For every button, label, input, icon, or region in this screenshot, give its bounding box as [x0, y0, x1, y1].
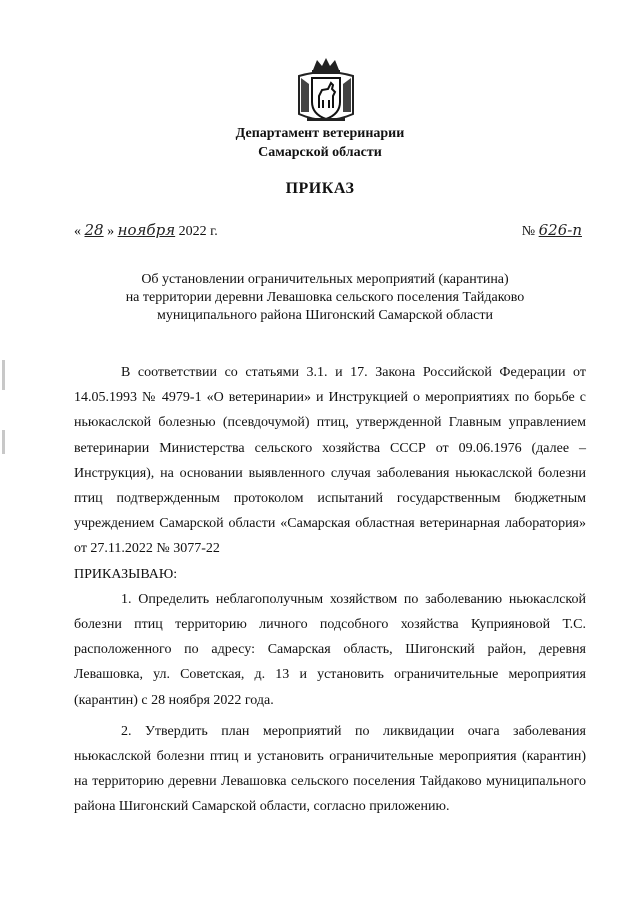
department-name-line1: Департамент ветеринарии: [235, 126, 405, 141]
document-number: [522, 221, 582, 240]
scan-edge-mark: [2, 360, 5, 390]
subject-line: муниципального района Шигонский Самарской области: [157, 308, 493, 323]
order-subject: [80, 271, 570, 325]
preamble-paragraph: В соответствии со статьями 3.1. и 17. Закона Российской Федерации от 14.05.1993 № 4979-1 «О ветеринарии» и Инструкцией о мероприятиях по борьбе с ньюкаслской болезнью (псевдочумой) птиц, утвержденной Главным управлением ветеринарии Министерства сельского хозяйства СССР от 09.06.1976 (далее – Инструкция), на основании выявленного случая заболевания ньюкаслской болезни птиц подтвержденным протоколом испытаний государственным бюджетным учреждением Самарской области «Самарская областная ветеринарная лаборатория» от 27.11.2022 № 3077-22: [74, 365, 586, 557]
subject-line: на территории деревни Левашовка сельского поселения Тайдаково: [125, 290, 525, 305]
order-word: ПРИКАЗЫВАЮ:: [74, 566, 178, 582]
document-title: ПРИКАЗ: [285, 180, 355, 197]
order-item-2: 2. Утвердить план мероприятий по ликвидации очага заболевания ньюкаслской болезни птиц и установить ограничительные мероприятия (карантин) на территорию деревни Левашовка сельского поселения Тайдаково муниципального района Шигонский Самарской области, согласно приложению.: [74, 723, 586, 815]
date-day: 28: [84, 221, 104, 239]
scan-edge-mark: [2, 430, 5, 454]
order-item-1: 1. Определить неблагополучным хозяйством по заболеванию ньюкаслской болезни птиц территорию личного подсобного хозяйства Куприяновой Т.С. расположенного по адресу: Самарская область, Шигонский район, деревня Левашовка, ул. Советская, д. 13 и установить ограничительные мероприятия (карантин) с 28 ноября 2022 года.: [74, 591, 586, 708]
date-month: ноября: [117, 221, 176, 239]
department-name-line2: Самарской области: [258, 145, 382, 160]
samara-coat-of-arms-emblem: [295, 56, 357, 126]
subject-line: Об установлении ограничительных мероприятий (карантина): [141, 272, 509, 287]
date-open-quote: «: [74, 224, 81, 239]
number-value: 626-п: [538, 221, 582, 239]
document-date: [74, 221, 218, 240]
order-body: [74, 360, 586, 820]
number-prefix: №: [521, 224, 536, 239]
date-year: 2022 г.: [178, 224, 218, 239]
date-close-quote: »: [107, 224, 115, 239]
